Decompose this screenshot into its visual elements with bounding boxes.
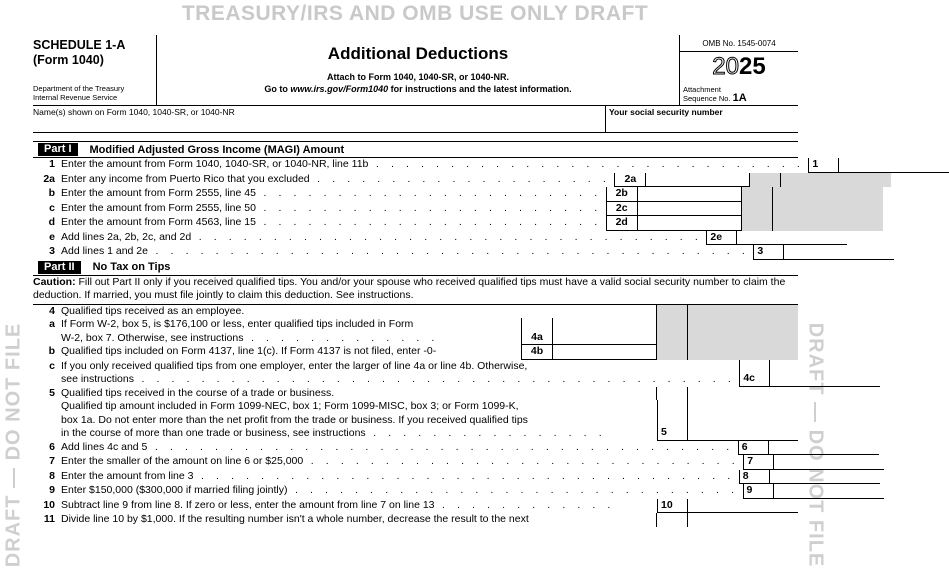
part-2-title: No Tax on Tips	[92, 261, 171, 273]
line-2e: e Add lines 2a, 2b, 2c, and 2d . . . . . . . . . . . . . . . . . . . . . . . . . . . . . . . . . . 2e	[33, 231, 798, 246]
line-4a-amount[interactable]	[552, 318, 656, 345]
name-row	[33, 106, 798, 133]
form-name: (Form 1040)	[33, 53, 104, 67]
line-8-amount[interactable]	[769, 470, 880, 485]
form-title: Additional Deductions	[327, 44, 509, 63]
irs-link[interactable]: www.irs.gov/Form1040	[290, 84, 389, 94]
goto-instruction: Go to www.irs.gov/Form1040 for instructions and the latest information.	[264, 84, 572, 94]
line-5-heading: 5 Qualified tips received in the course of a trade or business.	[33, 387, 798, 401]
line-10: 10 Subtract line 9 from line 8. If zero or less, enter the amount from line 7 on line 13 . . . . . . . . . . . . 10	[33, 499, 798, 514]
part-1-header	[33, 141, 798, 158]
line-2d-amount[interactable]	[637, 216, 741, 231]
part-2-header	[33, 260, 798, 276]
line-8: 8 Enter the amount from line 3 . . . . . . . . . . . . . . . . . . . . . . . . . . . . . . . . . . . . 8	[33, 470, 798, 485]
omb-number: OMB No. 1545-0074	[680, 39, 798, 52]
line-1: 1 Enter the amount from Form 1040, 1040-SR, or 1040-NR, line 11b . . . . . . . . . . . . . . . . . . . . . . . . . . . . . 1	[33, 158, 798, 173]
line-3: 3 Add lines 1 and 2e . . . . . . . . . . . . . . . . . . . . . . . . . . . . . . . . . . . . . . . . 3	[33, 245, 798, 260]
attachment-sequence: Attachment Sequence No. 1A	[683, 85, 747, 104]
attach-instruction: Attach to Form 1040, 1040-SR, or 1040-NR.	[326, 72, 510, 82]
form-header	[33, 35, 798, 106]
line-7: 7 Enter the smaller of the amount on line 6 or $25,000 . . . . . . . . . . . . . . . . . . . . . . . . . . . . . 7	[33, 455, 798, 470]
watermark-top: TREASURY/IRS AND OMB USE ONLY DRAFT	[181, 2, 649, 25]
schedule-name: SCHEDULE 1-A	[33, 38, 126, 52]
line-4a: a If Form W-2, box 5, is $176,100 or less, enter qualified tips included in Form W-2, box 7. Otherwise, see instructions . . . . . . . . . . . . . 4a	[33, 318, 798, 345]
dept-line-2: Internal Revenue Service	[33, 93, 118, 102]
line-6: 6 Add lines 4c and 5 . . . . . . . . . . . . . . . . . . . . . . . . . . . . . . . . . . . . . . . 6	[33, 441, 798, 456]
line-4c-amount[interactable]	[769, 360, 880, 387]
line-4b: b Qualified tips included on Form 4137, line 1(c). If Form 4137 is not filed, enter -0- 4b	[33, 345, 798, 360]
line-4c: c If you only received qualified tips from one employer, enter the larger of line 4a or line 4b. Otherwise, see instructions . . . . . . . . . . . . . . . . . . . . . . . . . . . . . . . . . . . . . . . . 4c	[33, 360, 798, 387]
line-10-amount[interactable]	[687, 499, 798, 514]
name-field[interactable]: Name(s) shown on Form 1040, 1040-SR, or 1040-NR	[33, 107, 235, 117]
watermark-left: DRAFT — DO NOT FILE	[2, 322, 25, 568]
line-5: Qualified tip amount included in Form 1099-NEC, box 1; Form 1099-MISC, box 3; or Form 1099-K, box 1a. Do not enter more than the net profit from the trade or business. If you received qualified tips in the course of more than one trade or business, see instructions . . . . . . . . . . . . . . . . 5	[33, 400, 798, 441]
line-6-amount[interactable]	[768, 441, 879, 456]
ssn-field[interactable]: Your social security number	[605, 106, 798, 132]
line-3-amount[interactable]	[783, 245, 894, 260]
tax-year: 2025	[712, 53, 766, 80]
line-4: 4 Qualified tips received as an employee.	[33, 305, 798, 319]
line-2a-amount[interactable]	[645, 173, 749, 188]
line-7-amount[interactable]	[773, 455, 884, 470]
part-2-tag: Part II	[38, 261, 81, 274]
part-2-caution: Caution: Fill out Part II only if you received qualified tips. You and/or your spouse who received qualified tips must have a valid social security number to claim the deduction. If married, you must file jointly to claim this deduction. See instructions.	[33, 276, 798, 305]
part-1-title: Modified Adjusted Gross Income (MAGI) Amount	[89, 143, 345, 156]
line-2a: 2a Enter any income from Puerto Rico that you excluded . . . . . . . . . . . . . . . . . . . . 2a	[33, 173, 798, 188]
line-5-amount[interactable]	[687, 400, 798, 441]
line-9: 9 Enter $150,000 ($300,000 if married filing jointly) . . . . . . . . . . . . . . . . . . . . . . . . . . . . . . 9	[33, 484, 798, 499]
line-2e-amount[interactable]	[736, 231, 847, 246]
line-2c: c Enter the amount from Form 2555, line 50 . . . . . . . . . . . . . . . . . . . . . . . 2c	[33, 202, 798, 217]
line-2c-amount[interactable]	[637, 202, 741, 217]
line-2b-amount[interactable]	[637, 187, 741, 202]
watermark-right: DRAFT — DO NOT FILE	[804, 322, 827, 568]
line-2d: d Enter the amount from Form 4563, line 15 . . . . . . . . . . . . . . . . . . . . . . . 2d	[33, 216, 798, 231]
line-4b-amount[interactable]	[552, 345, 656, 360]
line-1-amount[interactable]	[838, 158, 949, 173]
part-1-tag: Part I	[38, 143, 78, 156]
dept-line-1: Department of the Treasury	[33, 84, 125, 93]
line-11: 11 Divide line 10 by $1,000. If the resulting number isn't a whole number, decrease the result to the next	[33, 513, 798, 527]
line-9-amount[interactable]	[773, 484, 884, 499]
line-2b: b Enter the amount from Form 2555, line 45 . . . . . . . . . . . . . . . . . . . . . . . 2b	[33, 187, 798, 202]
